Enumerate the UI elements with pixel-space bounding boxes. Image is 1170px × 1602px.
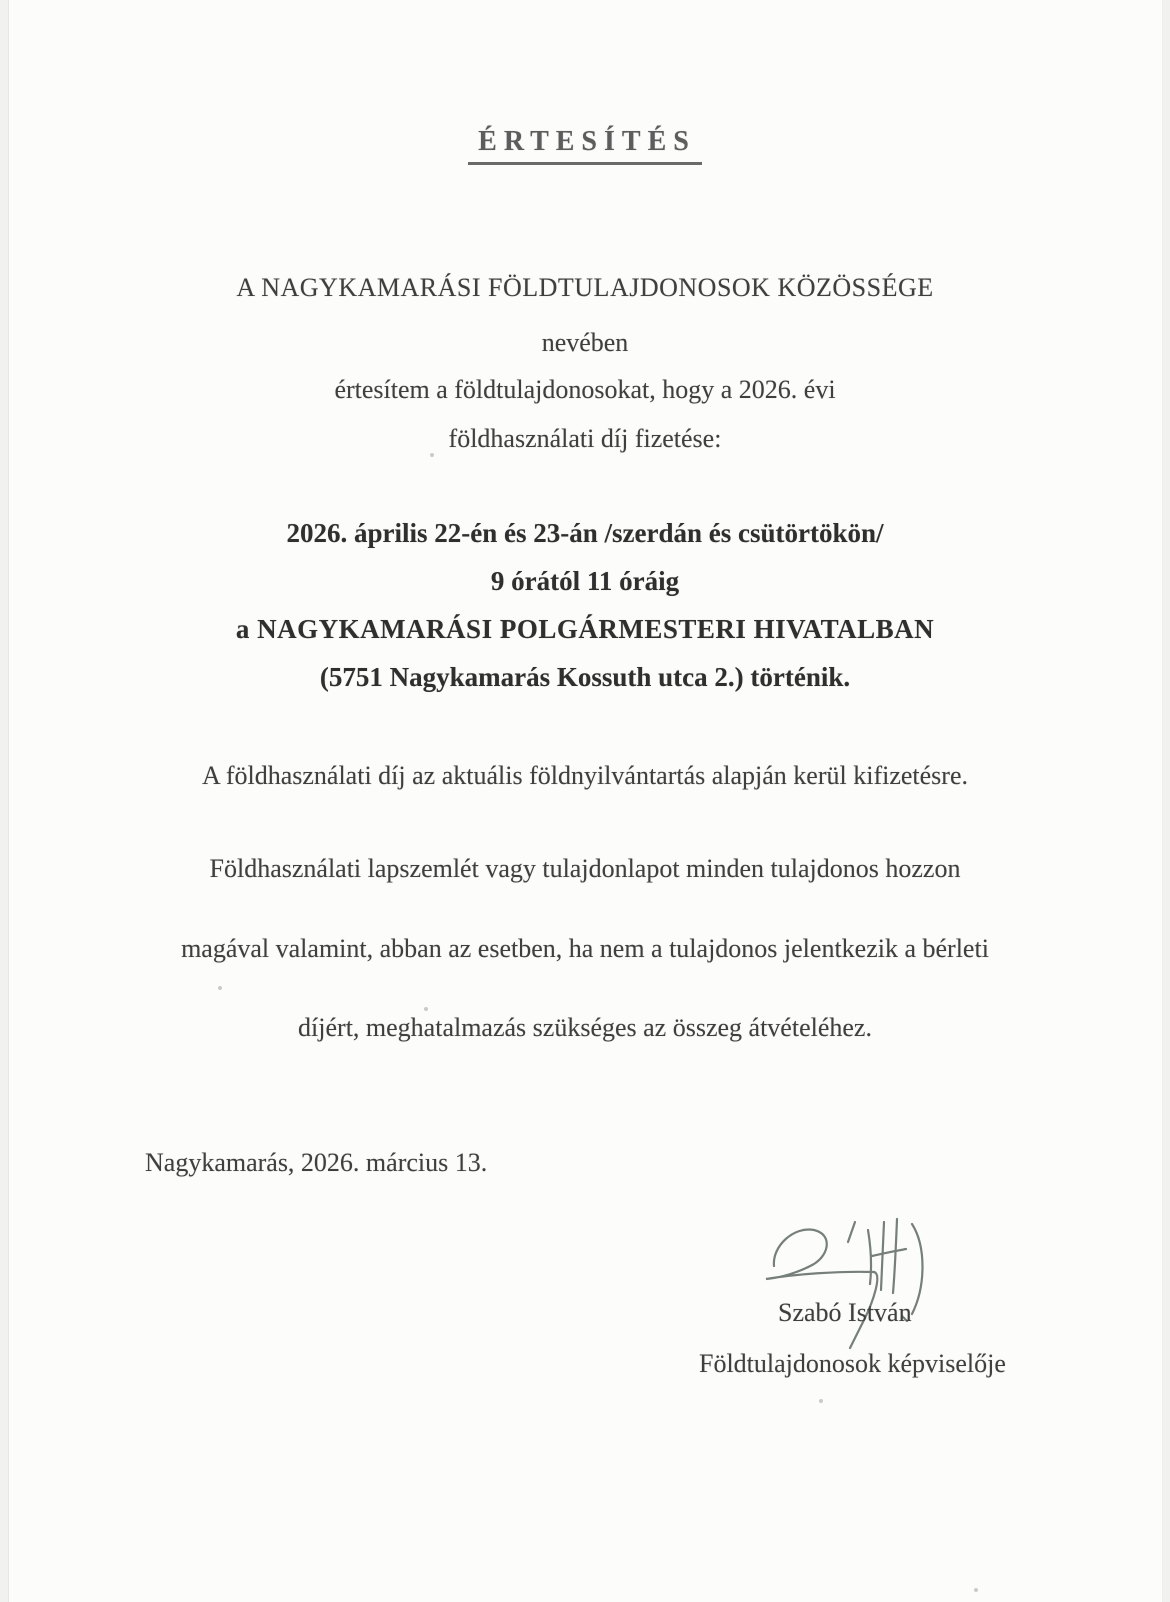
paragraph-documents-line2: magával valamint, abban az esetben, ha nem a tulajdonos jelentkezik a bérleti xyxy=(181,934,989,963)
intro-on-behalf: nevében xyxy=(541,328,629,357)
scan-speck xyxy=(218,986,222,990)
schedule-hours: 9 órától 11 óráig xyxy=(490,566,680,596)
schedule-address: (5751 Nagykamarás Kossuth utca 2.) történik. xyxy=(319,662,851,692)
scan-edge-left xyxy=(0,0,9,1602)
scan-speck xyxy=(430,453,434,457)
scan-speck xyxy=(424,1007,428,1011)
scan-speck xyxy=(974,1588,978,1592)
scan-edge-right xyxy=(1162,0,1170,1602)
paragraph-registry-note: A földhasználati díj az aktuális földnyilvántartás alapján kerül kifizetésre. xyxy=(202,761,968,790)
intro-community-name: A NAGYKAMARÁSI FÖLDTULAJDONOSOK KÖZÖSSÉGE xyxy=(236,273,934,302)
paragraph-documents-line3: díjért, meghatalmazás szükséges az összeg átvételéhez. xyxy=(298,1013,872,1042)
intro-notify-owners: értesítem a földtulajdonosokat, hogy a 2026. évi xyxy=(334,375,836,404)
document-title xyxy=(0,126,1170,165)
paragraph-documents-line1: Földhasználati lapszemlét vagy tulajdonlapot minden tulajdonos hozzon xyxy=(209,854,961,883)
scan-speck xyxy=(819,1399,823,1403)
handwritten-signature xyxy=(752,1208,967,1353)
document-title-text: ÉRTESÍTÉS xyxy=(468,126,702,165)
signer-role: Földtulajdonosok képviselője xyxy=(699,1349,1006,1378)
intro-fee-payment: földhasználati díj fizetése: xyxy=(448,424,722,453)
schedule-location: a NAGYKAMARÁSI POLGÁRMESTERI HIVATALBAN xyxy=(235,614,935,644)
signer-name: Szabó István xyxy=(778,1298,912,1327)
schedule-dates: 2026. április 22-én és 23-án /szerdán és csütörtökön/ xyxy=(286,518,884,548)
dateline: Nagykamarás, 2026. március 13. xyxy=(145,1148,488,1177)
